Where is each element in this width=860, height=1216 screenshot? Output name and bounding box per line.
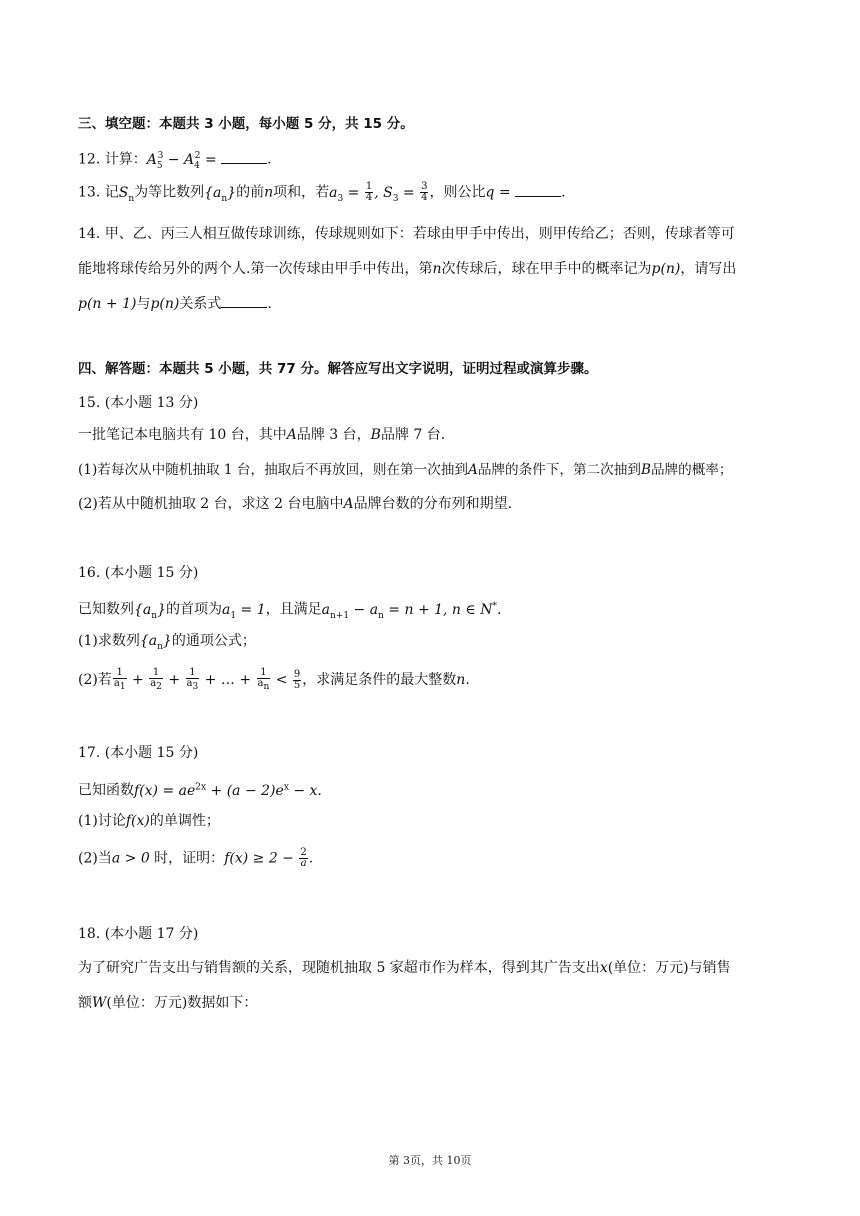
question-14-line-2: 能地将球传给另外的两个人.第一次传球由甲手中传出，第n次传球后，球在甲手中的概率记为p(n)，请写出 (78, 261, 737, 277)
question-15-header: 15. (本小题 13 分) (78, 395, 199, 411)
question-15-part-2: (2)若从中随机抽取 2 台，求这 2 台电脑中A品牌台数的分布列和期望. (78, 496, 513, 512)
question-13: 13. 记$S_n$为等比数列$\{a_n\}$的前n项和，若$a_3$ = $\frac{1}{4}$ , $S_3$ = $\frac{3}{4}$ ，则公比q = . (78, 181, 566, 204)
question-14-line-1: 14. 甲、乙、丙三人相互做传球训练，传球规则如下：若球由甲手中传出，则甲传给乙；否则，传球者等可 (78, 226, 735, 242)
answer-blank (221, 151, 267, 164)
question-12: 12. 计算：$A_5^3 - A_4^2$ = . (78, 151, 272, 171)
page-footer: 第 3页，共 10页 (388, 1154, 472, 1167)
answer-blank (515, 184, 561, 197)
question-14-line-3: p(n + 1)与p(n)关系式 . (78, 296, 272, 312)
question-18-header: 18. (本小题 17 分) (78, 926, 199, 942)
question-17-part-2: (2)当a > 0 时，证明：f(x) ≥ 2 − $\frac{2}{a}$ . (78, 847, 314, 869)
question-15-part-1: (1)若每次从中随机抽取 1 台，抽取后不再放回，则在第一次抽到A品牌的条件下，第二次抽到B品牌的概率； (78, 462, 733, 478)
answer-blank (221, 295, 267, 308)
question-16-part-1: (1)求数列$\{a_n\}$的通项公式； (78, 633, 256, 652)
question-18-line-2: 额W(单位：万元)数据如下： (78, 995, 258, 1011)
question-18-line-1: 为了研究广告支出与销售额的关系，现随机抽取 5 家超市作为样本，得到其广告支出x(单位：万元)与销售 (78, 960, 731, 976)
question-16-header: 16. (本小题 15 分) (78, 565, 199, 581)
section-4-title: 四、解答题：本题共 5 小题，共 77 分。解答应写出文字说明，证明过程或演算步骤。 (78, 361, 598, 377)
q12-expression: $A_5^3 - A_4^2$ = (146, 151, 222, 171)
question-17-header: 17. (本小题 15 分) (78, 745, 199, 761)
question-17-part-1: (1)讨论f(x)的单调性； (78, 813, 220, 829)
question-15-stem: 一批笔记本电脑共有 10 台，其中A品牌 3 台，B品牌 7 台. (78, 427, 446, 443)
question-17-stem: 已知函数$f(x) = ae^{2x} + (a - 2)e^x - x$. (78, 782, 322, 799)
question-16-part-2: (2)若 $\frac{1}{a_1}$ + $\frac{1}{a_2}$ + $\frac{1}{a_3}$ + … + $\frac{1}{a_n}$ < $\frac{9}{5}$ ，求满足条件的最大整数n. (78, 667, 470, 692)
section-3-title: 三、填空题：本题共 3 小题，每小题 5 分，共 15 分。 (78, 116, 414, 132)
question-16-stem: 已知数列$\{a_n\}$的首项为$a_1 = 1$，且满足$a_{n+1} - a_n = n + 1$, n ∈ N*. (78, 601, 502, 621)
